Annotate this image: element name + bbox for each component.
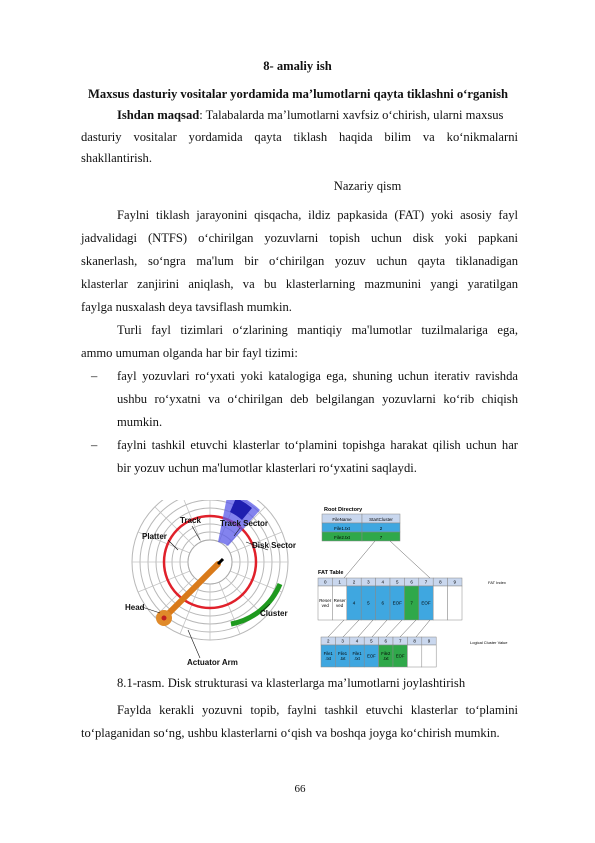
cluster-value-text: File1 bbox=[352, 651, 362, 656]
fat-values-row bbox=[318, 586, 462, 620]
fat-index-text: 7 bbox=[424, 579, 428, 585]
p2-line-2: ammo umuman olganda har bir fayl tizimi: bbox=[81, 346, 298, 360]
bullet-1-line-1: fayl yozuvlari ro‘yxati yoki katalogiga ega, shuning uchun iterativ ravishda bbox=[117, 369, 518, 383]
theory-heading bbox=[81, 176, 518, 198]
fat-index-text: 3 bbox=[367, 579, 370, 585]
p1-line-3: skanerlash, so‘ngra ma'lum bir o‘chirilgan yozuv uchun qayta tiklanadigan bbox=[81, 254, 518, 268]
fat-index-text: 2 bbox=[352, 579, 356, 585]
fat-index-text: 9 bbox=[453, 579, 457, 585]
page-number: 66 bbox=[294, 783, 306, 795]
cluster-index-text: 6 bbox=[384, 638, 388, 644]
cluster-value-text: .txt bbox=[354, 656, 360, 661]
bullet-dash-1: – bbox=[91, 369, 98, 383]
cluster-value-text: .txt bbox=[339, 656, 346, 661]
fat-index-text: 0 bbox=[323, 579, 327, 585]
bullet-1-line-2: ushbu ro‘yxatni va o‘chirilgan deb belgilangan yozuvlarni ko‘rib chiqish bbox=[117, 392, 518, 406]
root-dir-row-2-name: File2.txt bbox=[334, 535, 350, 540]
cluster-label: Cluster bbox=[260, 609, 288, 618]
cluster-index-row bbox=[321, 637, 436, 645]
fat-value-text: 6 bbox=[381, 600, 385, 606]
goal-line-1 bbox=[117, 105, 518, 127]
practical-title: 8- amaliy ish bbox=[263, 59, 332, 73]
cluster-index-text: 2 bbox=[326, 638, 330, 644]
root-dir-header-startcluster: StartCluster bbox=[369, 517, 393, 522]
fat-value-text: EOF bbox=[392, 600, 402, 606]
fat-title: FAT Table bbox=[318, 570, 344, 576]
disk-sector-label: Disk Sector bbox=[252, 541, 297, 550]
track-label: Track bbox=[180, 516, 201, 525]
root-dir-title: Root Directory bbox=[324, 507, 363, 513]
cluster-values-row bbox=[321, 645, 436, 667]
goal-text-1: : Talabalarda ma’lumotlarni xavfsiz o‘chirish, ularni maxsus bbox=[199, 108, 504, 122]
cluster-row-label: Logical Cluster Value bbox=[470, 640, 508, 645]
disk-structure-figure bbox=[100, 500, 540, 670]
p1-line-5: faylga nusxalash deya tavsiflash mumkin. bbox=[81, 300, 292, 314]
root-dir-row-1-name: File1.txt bbox=[334, 526, 350, 531]
root-dir-row-2-cluster: 7 bbox=[379, 535, 383, 540]
fat-index-text: 5 bbox=[395, 579, 399, 585]
root-dir-header-filename: FileName bbox=[332, 517, 352, 522]
fat-value-text: ved bbox=[321, 603, 329, 608]
cluster-index-text: 8 bbox=[413, 638, 416, 644]
fat-index-text: 4 bbox=[381, 579, 385, 585]
cluster-value-text: EOF bbox=[367, 653, 376, 659]
p1-line-1: Faylni tiklash jarayonini qisqacha, ildiz papkasida (FAT) yoki asosiy fayl bbox=[117, 208, 518, 222]
cluster-value-text: .txt bbox=[383, 656, 389, 661]
root-directory bbox=[322, 507, 400, 541]
cluster-value-text: EOF bbox=[395, 653, 405, 659]
p3-line-1: Faylda kerakli yozuvni topib, faylni tashkil etuvchi klasterlar to‘plamini bbox=[117, 703, 518, 717]
p3-line-2: to‘plaganidan so‘ng, ushbu klasterlarni o‘qish va boshqa joyga ko‘chirish mumkin. bbox=[81, 726, 500, 740]
goal-line-2: dasturiy vositalar yordamida qayta tiklash haqida bilim va ko‘nikmalarni bbox=[81, 130, 518, 144]
platter-label: Platter bbox=[142, 532, 167, 541]
cluster-value-cell bbox=[422, 645, 436, 667]
actuator-arm-label: Actuator Arm bbox=[187, 658, 238, 667]
p2-line-1: Turli fayl tizimlari o‘zlarining mantiqiy ma'lumotlar tuzilmalariga ega, bbox=[117, 323, 518, 337]
fat-index-label: FAT Index bbox=[488, 580, 506, 585]
cluster-value-text: .txt bbox=[325, 656, 331, 661]
bullet-dash-2: – bbox=[91, 438, 98, 452]
fat-index-text: 6 bbox=[410, 579, 413, 585]
p1-line-4: klasterlar zanjirini aniqlash, va bu klasterlarning mazmunini yangi yaratilgan bbox=[81, 277, 518, 291]
fat-value-text: 7 bbox=[410, 600, 413, 606]
track-sector-label: Track Sector bbox=[220, 519, 269, 528]
cluster-index-text: 5 bbox=[370, 638, 373, 644]
cluster-index-text: 4 bbox=[355, 638, 359, 644]
fat-value-text: Reser bbox=[333, 598, 346, 603]
goal-label: Ishdan maqsad bbox=[117, 108, 200, 122]
fat-index-row bbox=[318, 578, 462, 586]
cluster-index-text: 9 bbox=[427, 638, 431, 644]
fat-value-text: Reser bbox=[319, 598, 332, 603]
fat-value-text: 4 bbox=[352, 600, 356, 606]
fat-index-text: 8 bbox=[439, 579, 442, 585]
fat-value-text: ved bbox=[335, 603, 344, 608]
head-label: Head bbox=[125, 603, 145, 612]
cluster-index-text: 7 bbox=[398, 638, 402, 644]
cluster-index-text: 3 bbox=[341, 638, 344, 644]
cluster-value-text: File2 bbox=[381, 651, 391, 656]
fat-index-text: 1 bbox=[338, 579, 341, 585]
bullet-1-line-3: mumkin. bbox=[117, 415, 163, 429]
bullet-2-line-1: faylni tashkil etuvchi klasterlar to‘plamini topishga harakat qilish uchun har bbox=[117, 438, 518, 452]
goal-line-3: shakllantirish. bbox=[81, 151, 153, 165]
topic-title: Maxsus dasturiy vositalar yordamida ma’lumotlarni qayta tiklashni o‘rganish bbox=[88, 87, 508, 101]
fat-value-cell bbox=[448, 586, 462, 620]
fat-value-cell bbox=[433, 586, 447, 620]
p1-line-2: jadvalidagi (NTFS) o‘chirilgan yozuvlarni topish uchun disk yoki papkani bbox=[81, 231, 518, 245]
root-dir-row-1-cluster: 2 bbox=[379, 526, 383, 531]
theory-heading-text: Nazariy qism bbox=[333, 179, 402, 193]
figure-caption: 8.1-rasm. Disk strukturasi va klasterlarga ma’lumotlarni joylashtirish bbox=[117, 676, 466, 690]
cluster-value-cell bbox=[407, 645, 421, 667]
cluster-value-text: File1 bbox=[338, 651, 348, 656]
fat-value-text: 5 bbox=[367, 600, 370, 606]
cluster-value-text: File1 bbox=[323, 651, 333, 656]
fat-value-text: EOF bbox=[421, 600, 431, 606]
bullet-2-line-2: bir yozuv uchun ma'lumotlar klasterlari ro‘yxatini saqlaydi. bbox=[117, 461, 417, 475]
